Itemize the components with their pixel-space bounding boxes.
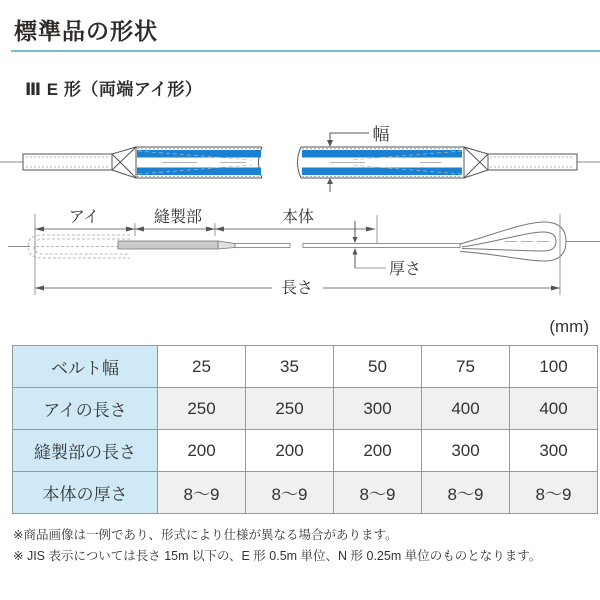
- thickness-label: 厚さ: [389, 261, 422, 278]
- spec-cell: 200: [158, 430, 246, 472]
- spec-cell: 200: [246, 430, 334, 472]
- spec-cell: 300: [334, 388, 422, 430]
- spec-cell: 25: [158, 346, 246, 388]
- table-row: [13, 472, 598, 514]
- spec-row-label: 本体の厚さ: [13, 472, 158, 514]
- spec-cell: 8～9: [422, 472, 510, 514]
- spec-cell: 8～9: [158, 472, 246, 514]
- left-eye-outline: [28, 235, 130, 258]
- spec-cell: 400: [422, 388, 510, 430]
- spec-cell: 100: [510, 346, 598, 388]
- spec-cell: 300: [510, 430, 598, 472]
- spec-cell: 200: [334, 430, 422, 472]
- footnote-line: ※ JIS 表示については長さ 15m 以下の、E 形 0.5m 単位、N 形 0.25m 単位のものとなります。: [13, 549, 542, 563]
- footnotes: [13, 525, 541, 567]
- table-row: [13, 388, 598, 430]
- sewn-section-label: 縫製部: [153, 209, 203, 226]
- spec-cell: 35: [246, 346, 334, 388]
- right-eye-loop: [460, 222, 566, 261]
- spec-cell: 50: [334, 346, 422, 388]
- spec-cell: 8～9: [334, 472, 422, 514]
- width-label: 幅: [372, 125, 390, 144]
- side-view-diagram: [0, 195, 600, 310]
- belt-end-straps: [23, 154, 577, 170]
- length-label: 長さ: [280, 280, 314, 297]
- footnote-line: ※商品画像は一例であり、形式により仕様が異なる場合があります。: [13, 528, 398, 542]
- spec-row-label: 縫製部の長さ: [13, 430, 158, 472]
- spec-row-label: アイの長さ: [13, 388, 158, 430]
- belt-profile: [118, 241, 460, 249]
- spec-cell: 75: [422, 346, 510, 388]
- spec-cell: 400: [510, 388, 598, 430]
- spec-row-label: ベルト幅: [13, 346, 158, 388]
- eye-label: アイ: [68, 209, 100, 226]
- section-subtitle: Ⅲ E 形（両端アイ形）: [25, 80, 203, 99]
- spec-cell: 250: [158, 388, 246, 430]
- table-row: [13, 346, 598, 388]
- plan-view-diagram: [0, 110, 600, 205]
- table-row: [13, 430, 598, 472]
- spec-table: [12, 345, 598, 514]
- spec-cell: 8～9: [510, 472, 598, 514]
- spec-cell: 300: [422, 430, 510, 472]
- title-underline: [11, 50, 600, 52]
- spec-cell: 250: [246, 388, 334, 430]
- units-label: (mm): [549, 317, 589, 336]
- spec-cell: 8～9: [246, 472, 334, 514]
- body-label: 本体: [281, 209, 315, 226]
- page-title: 標準品の形状: [14, 18, 158, 44]
